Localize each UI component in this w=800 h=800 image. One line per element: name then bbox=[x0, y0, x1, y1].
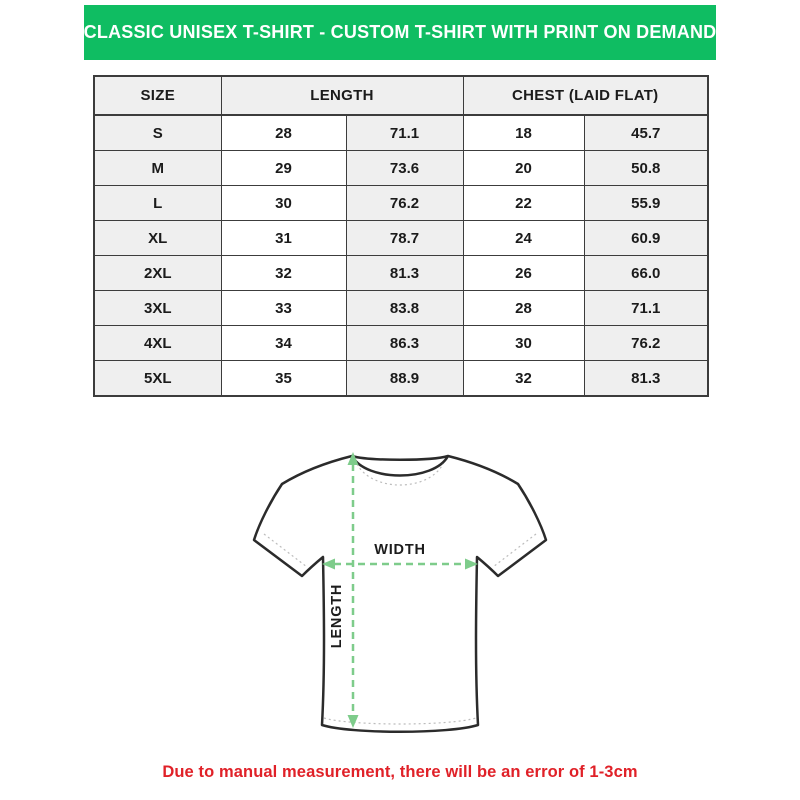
chest-cm-cell: 66.0 bbox=[584, 256, 708, 291]
length-cm-cell: 71.1 bbox=[346, 115, 463, 151]
chest-in-cell: 24 bbox=[463, 221, 584, 256]
table-header-row bbox=[94, 76, 708, 115]
table-row bbox=[94, 221, 708, 256]
length-cm-cell: 73.6 bbox=[346, 151, 463, 186]
chest-cm-cell: 60.9 bbox=[584, 221, 708, 256]
column-header-length: LENGTH bbox=[221, 76, 463, 115]
column-header-chest: CHEST (LAID FLAT) bbox=[463, 76, 708, 115]
chest-in-cell: 28 bbox=[463, 291, 584, 326]
size-cell: L bbox=[94, 186, 221, 221]
width-arrow-label: WIDTH bbox=[374, 542, 426, 558]
table-row bbox=[94, 291, 708, 326]
tshirt-measurement-diagram bbox=[250, 444, 550, 749]
chest-in-cell: 20 bbox=[463, 151, 584, 186]
chest-cm-cell: 45.7 bbox=[584, 115, 708, 151]
chest-in-cell: 26 bbox=[463, 256, 584, 291]
banner bbox=[84, 5, 716, 60]
size-cell: 2XL bbox=[94, 256, 221, 291]
length-cm-cell: 76.2 bbox=[346, 186, 463, 221]
banner-title: CLASSIC UNISEX T-SHIRT - CUSTOM T-SHIRT WITH PRINT ON DEMAND bbox=[83, 22, 717, 42]
chest-cm-cell: 76.2 bbox=[584, 326, 708, 361]
size-cell: S bbox=[94, 115, 221, 151]
length-cm-cell: 83.8 bbox=[346, 291, 463, 326]
chest-in-cell: 32 bbox=[463, 361, 584, 397]
size-cell: 5XL bbox=[94, 361, 221, 397]
measurement-error-note: Due to manual measurement, there will be an error of 1-3cm bbox=[162, 763, 638, 781]
table-row bbox=[94, 256, 708, 291]
chest-in-cell: 30 bbox=[463, 326, 584, 361]
chest-cm-cell: 81.3 bbox=[584, 361, 708, 397]
table-row bbox=[94, 361, 708, 397]
length-in-cell: 31 bbox=[221, 221, 346, 256]
chest-cm-cell: 71.1 bbox=[584, 291, 708, 326]
table-row bbox=[94, 151, 708, 186]
length-in-cell: 32 bbox=[221, 256, 346, 291]
length-in-cell: 35 bbox=[221, 361, 346, 397]
length-in-cell: 30 bbox=[221, 186, 346, 221]
table-row bbox=[94, 186, 708, 221]
chest-cm-cell: 50.8 bbox=[584, 151, 708, 186]
chest-cm-cell: 55.9 bbox=[584, 186, 708, 221]
table-row bbox=[94, 115, 708, 151]
length-in-cell: 29 bbox=[221, 151, 346, 186]
length-cm-cell: 81.3 bbox=[346, 256, 463, 291]
length-in-cell: 28 bbox=[221, 115, 346, 151]
size-cell: 3XL bbox=[94, 291, 221, 326]
tshirt-outline-drawing bbox=[250, 444, 550, 749]
length-cm-cell: 88.9 bbox=[346, 361, 463, 397]
size-cell: 4XL bbox=[94, 326, 221, 361]
size-cell: M bbox=[94, 151, 221, 186]
size-cell: XL bbox=[94, 221, 221, 256]
length-arrow-label: LENGTH bbox=[329, 583, 345, 649]
length-in-cell: 33 bbox=[221, 291, 346, 326]
table-row bbox=[94, 326, 708, 361]
length-cm-cell: 78.7 bbox=[346, 221, 463, 256]
chest-in-cell: 22 bbox=[463, 186, 584, 221]
chest-in-cell: 18 bbox=[463, 115, 584, 151]
length-cm-cell: 86.3 bbox=[346, 326, 463, 361]
length-in-cell: 34 bbox=[221, 326, 346, 361]
tshirt-body-outline bbox=[254, 456, 546, 732]
column-header-size: SIZE bbox=[94, 76, 221, 115]
size-chart-table bbox=[93, 75, 709, 397]
